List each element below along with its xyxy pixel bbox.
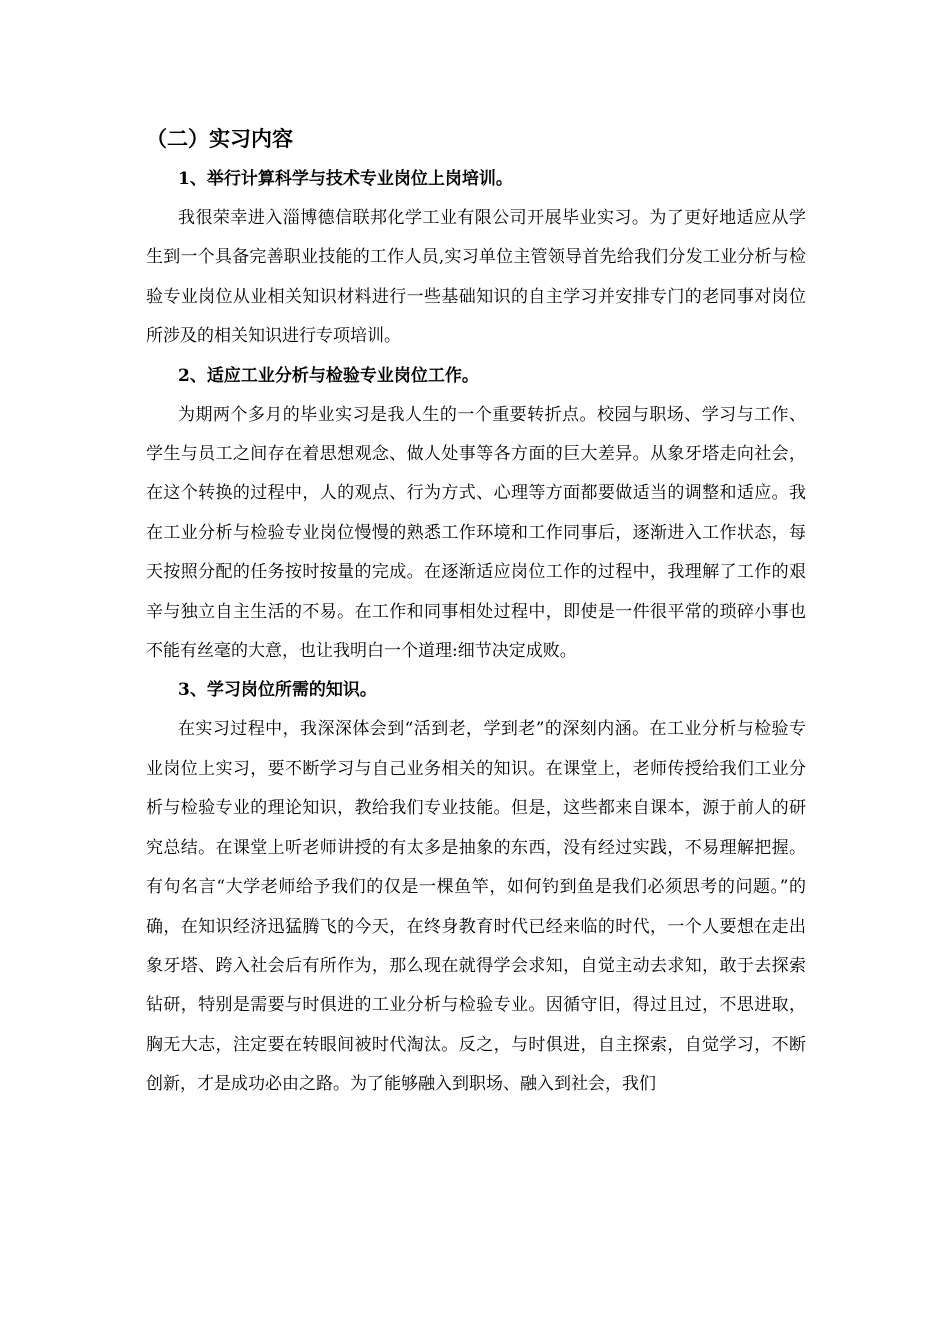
item-3-paragraph: 在实习过程中，我深深体会到“活到老，学到老”的深刻内涵。在工业分析与检验专业岗位上实习，要不断学习与自己业务相关的知识。在课堂上，老师传授给我们工业分析与检验专业的理论知识，教给我们专业技能。但是，这些都来自课本，源于前人的研究总结。在课堂上听老师讲授的有太多是抽象的东西，没有经过实践，不易理解把握。有句名言“大学老师给予我们的仅是一棵鱼竿，如何钓到鱼是我们必须思考的问题。”的确，在知识经济迅猛腾飞的今天，在终身教育时代已经来临的时代，一个人要想在走出象牙塔、跨入社会后有所作为，那么现在就得学会求知，自觉主动去求知，敢于去探索钻研，特别是需要与时俱进的工业分析与检验专业。因循守旧，得过且过，不思进取，胸无大志，注定要在转眼间被时代淘汰。反之，与时俱进，自主探索，自觉学习，不断创新，才是成功必由之路。为了能够融入到职场、融入到社会，我们 xyxy=(146,719,806,1095)
item-2-heading: 2、适应工业分析与检验专业岗位工作。 xyxy=(178,365,479,386)
item-2-paragraph: 为期两个多月的毕业实习是我人生的一个重要转折点。校园与职场、学习与工作、学生与员工之间存在着思想观念、做人处事等各方面的巨大差异。从象牙塔走向社会，在这个转换的过程中，人的观点、行为方式、心理等方面都要做适当的调整和适应。我在工业分析与检验专业岗位慢慢的熟悉工作环境和工作同事后，逐渐进入工作状态，每天按照分配的任务按时按量的完成。在逐渐适应岗位工作的过程中，我理解了工作的艰辛与独立自主生活的不易。在工作和同事相处过程中，即使是一件很平常的琐碎小事也不能有丝毫的大意，也让我明白一个道理:细节决定成败。 xyxy=(146,404,806,662)
document-body xyxy=(146,160,806,1105)
section-title: （二）实习内容 xyxy=(146,127,293,151)
item-3-heading: 3、学习岗位所需的知识。 xyxy=(178,680,377,701)
item-1-paragraph: 我很荣幸进入淄博德信联邦化学工业有限公司开展毕业实习。为了更好地适应从学生到一个具备完善职业技能的工作人员,实习单位主管领导首先给我们分发工业分析与检验专业岗位从业相关知识材料进行一些基础知识的自主学习并安排专门的老同事对岗位所涉及的相关知识进行专项培训。 xyxy=(146,208,806,347)
item-1-heading: 1、举行计算科学与技术专业岗位上岗培训。 xyxy=(178,169,513,189)
